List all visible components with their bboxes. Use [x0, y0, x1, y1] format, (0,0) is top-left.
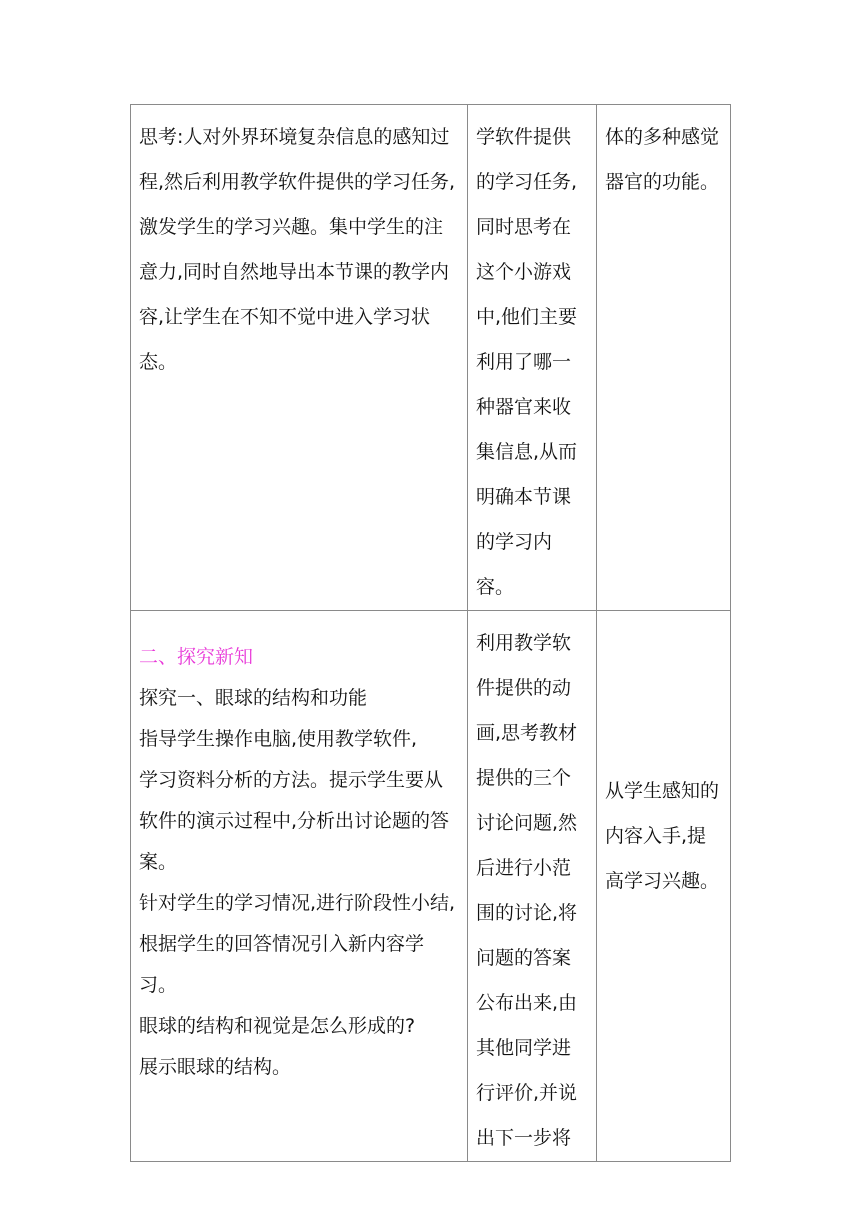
- teacher-activity-text: 思考:人对外界环境复杂信息的感知过程,然后利用教学软件提供的学习任务,激发学生的学习兴趣。集中学生的注意力,同时自然地导出本节课的教学内容,让学生在不知不觉中进入学习状态。: [139, 126, 456, 373]
- section-heading: 二、探究新知: [139, 646, 254, 668]
- table-row: [131, 611, 731, 1162]
- paragraph: 眼球的结构和视觉是怎么形成的?: [139, 1015, 416, 1037]
- paragraph: 展示眼球的结构。: [139, 1056, 292, 1078]
- student-activity-text: 学软件提供的学习任务,同时思考在这个小游戏中,他们主要利用了哪一种器官来收集信息,从而明确本节课的学习内容。: [476, 126, 578, 598]
- paragraph: 探究一、眼球的结构和功能: [139, 687, 368, 709]
- student-activity-cell: [468, 105, 597, 611]
- student-activity-cell: [468, 611, 597, 1162]
- design-intent-text: 体的多种感觉器官的功能。: [605, 126, 720, 193]
- paragraph: 针对学生的学习情况,进行阶段性小结,根据学生的回答情况引入新内容学习。: [139, 892, 456, 996]
- student-activity-text: 利用教学软件提供的动画,思考教材提供的三个讨论问题,然后进行小范围的讨论,将问题的答案公布出来,由其他同学进行评价,并说出下一步将: [476, 632, 578, 1149]
- teacher-activity-cell: [131, 611, 468, 1162]
- paragraph: 学习资料分析的方法。提示学生要从软件的演示过程中,分析出讨论题的答案。: [139, 769, 450, 873]
- teacher-activity-cell: [131, 105, 468, 611]
- design-intent-cell: [597, 105, 731, 611]
- design-intent-cell: [597, 611, 731, 1162]
- paragraph: 指导学生操作电脑,使用教学软件,: [139, 728, 418, 750]
- table-row: [131, 105, 731, 611]
- design-intent-text: 从学生感知的内容入手,提高学习兴趣。: [605, 779, 720, 892]
- lesson-plan-table: [130, 104, 731, 1162]
